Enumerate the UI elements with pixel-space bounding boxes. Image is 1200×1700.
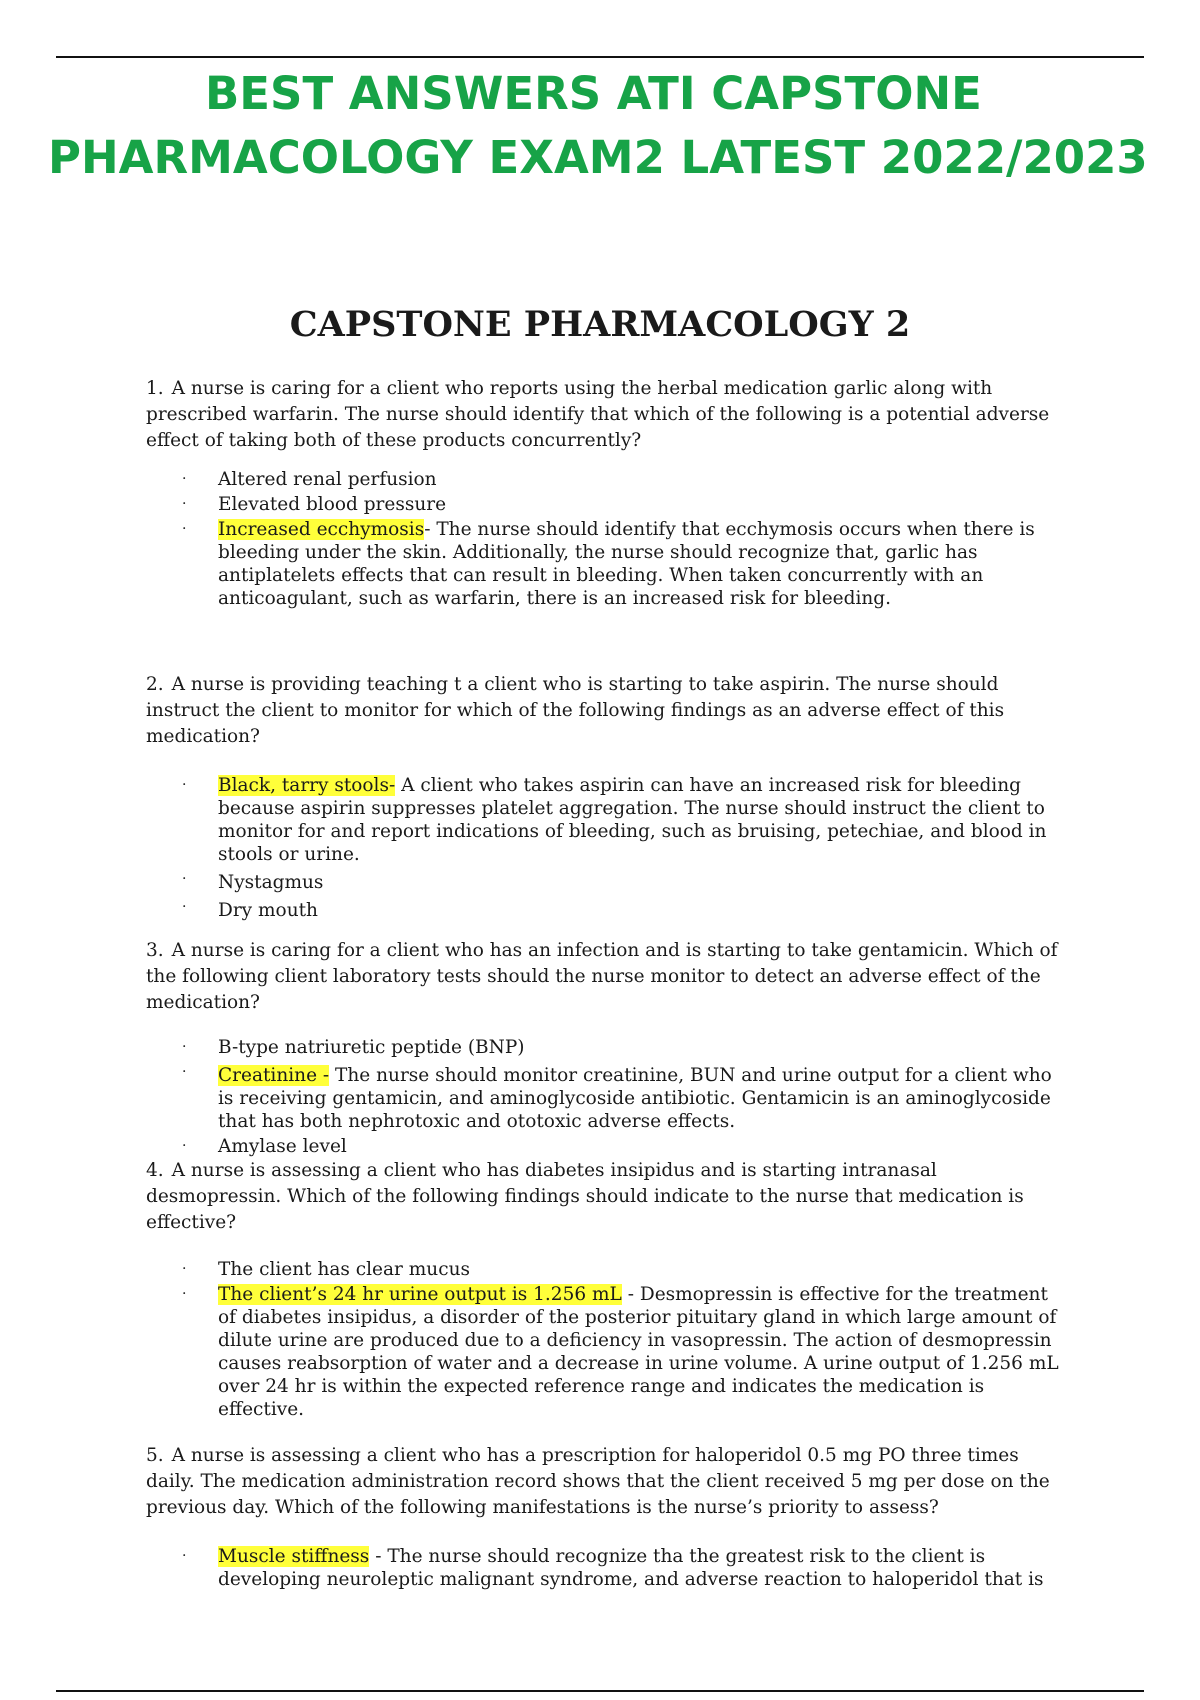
question-3 (146, 938, 1066, 1158)
question-1 (146, 376, 1066, 610)
banner-line-1: BEST ANSWERS ATI CAPSTONE (205, 67, 982, 120)
question-number: 3. (146, 940, 164, 961)
answer-option (182, 894, 1066, 922)
answer-options (146, 772, 1066, 922)
question-text: A nurse is assessing a client who has a prescription for haloperidol 0.5 mg PO three times daily. The medication administration record shows that the client received 5 mg per dose on the previous day. Which of the following manifestations is the nurse’s priority to assess? (146, 1445, 1050, 1518)
option-rationale: A client who takes aspirin can have an increased risk for bleeding because aspirin suppresses platelet aggregation. The nurse should instruct the client to monitor for and report indications of bleeding, such as bruising, petechiae, and blood in stools or urine. (218, 775, 1047, 865)
question-text: A nurse is caring for a client who reports using the herbal medication garlic along with prescribed warfarin. The nurse should identify that which of the following is a potential adverse effect of taking both of these products concurrently? (146, 378, 1050, 451)
option-text: Dry mouth (218, 900, 318, 921)
answer-options (146, 1543, 1066, 1591)
highlighted-answer: Black, tarry stools- (218, 775, 396, 796)
answer-options (146, 466, 1066, 610)
answer-option (182, 1034, 1066, 1059)
highlighted-answer: Increased ecchymosis (218, 519, 425, 540)
bullet-icon: · (182, 1261, 187, 1277)
question-number: 2. (146, 674, 164, 695)
highlighted-answer: The client’s 24 hr urine output is 1.256 mL (218, 1284, 622, 1305)
bullet-icon: · (182, 496, 187, 512)
answer-option (182, 466, 1066, 491)
bullet-icon: · (182, 899, 187, 915)
answer-option (182, 491, 1066, 516)
question-4 (146, 1158, 1066, 1421)
option-text: The client has clear mucus (218, 1259, 470, 1280)
option-text: B-type natriuretic peptide (BNP) (218, 1037, 525, 1058)
bullet-icon: · (182, 521, 187, 537)
bullet-icon: · (182, 1286, 187, 1302)
answer-option-correct (182, 1543, 1066, 1591)
bullet-icon: · (182, 1548, 187, 1564)
option-rationale: The nurse should monitor creatinine, BUN and urine output for a client who is receiving gentamicin, and aminoglycoside antibiotic. Gentamicin is an aminoglycoside that has both nephrotoxic and ototoxic adverse effects. (218, 1065, 1052, 1132)
answer-option (182, 1256, 1066, 1281)
highlighted-answer: Creatinine - (218, 1065, 330, 1086)
option-text: Amylase level (218, 1136, 347, 1157)
option-rationale: - The nurse should recognize tha the greatest risk to the client is developing neuroleptic malignant syndrome, and adverse reaction to haloperidol that is (218, 1546, 1044, 1590)
question-text: A nurse is caring for a client who has an infection and is starting to take gentamicin. Which of the following client laboratory tests should the nurse monitor to detect an adverse effect of the medication? (146, 940, 1058, 1013)
question-text: A nurse is providing teaching t a client who is starting to take aspirin. The nurse should instruct the client to monitor for which of the following findings as an adverse effect of this medication? (146, 674, 1005, 747)
option-rationale: - Desmopressin is effective for the treatment of diabetes insipidus, a disorder of the posterior pituitary gland in which large amount of dilute urine are produced due to a deficiency in vasopressin. The action of desmopressin causes reabsorption of water and a decrease in urine volume. A urine output of 1.256 mL over 24 hr is within the expected reference range and indicates the medication is effective. (218, 1284, 1059, 1420)
answer-option-correct (182, 772, 1066, 866)
answer-options (146, 1256, 1066, 1421)
answer-options (146, 1034, 1066, 1158)
answer-option (182, 1133, 1066, 1158)
top-rule (56, 56, 1144, 58)
answer-option-correct (182, 1059, 1066, 1133)
question-list (146, 376, 1066, 1591)
bottom-rule (56, 1690, 1144, 1692)
bullet-icon: · (182, 1064, 187, 1080)
question-number: 4. (146, 1160, 164, 1181)
bullet-icon: · (182, 1039, 187, 1055)
question-5 (146, 1443, 1066, 1591)
banner-heading (0, 62, 1200, 190)
question-2 (146, 672, 1066, 922)
question-text: A nurse is assessing a client who has diabetes insipidus and is starting intranasal desmopressin. Which of the following findings should indicate to the nurse that medication is effective? (146, 1160, 1024, 1233)
bullet-icon: · (182, 777, 187, 793)
answer-option (182, 866, 1066, 894)
highlighted-answer: Muscle stiffness (218, 1546, 370, 1567)
option-text: Nystagmus (218, 872, 324, 893)
option-rationale: - The nurse should identify that ecchymosis occurs when there is bleeding under the skin. Additionally, the nurse should recognize that, garlic has antiplatelets effects that can result in bleeding. When taken concurrently with an anticoagulant, such as warfarin, there is an increased risk for bleeding. (218, 519, 1035, 609)
question-number: 1. (146, 378, 164, 399)
answer-option-correct (182, 516, 1066, 610)
bullet-icon: · (182, 1138, 187, 1154)
question-number: 5. (146, 1445, 164, 1466)
option-text: Altered renal perfusion (218, 469, 437, 490)
banner-line-2: PHARMACOLOGY EXAM2 LATEST 2022/2023 (48, 131, 1148, 184)
option-text: Elevated blood pressure (218, 494, 447, 515)
answer-option-correct (182, 1281, 1066, 1421)
document-title: CAPSTONE PHARMACOLOGY 2 (289, 304, 911, 345)
bullet-icon: · (182, 871, 187, 887)
bullet-icon: · (182, 471, 187, 487)
